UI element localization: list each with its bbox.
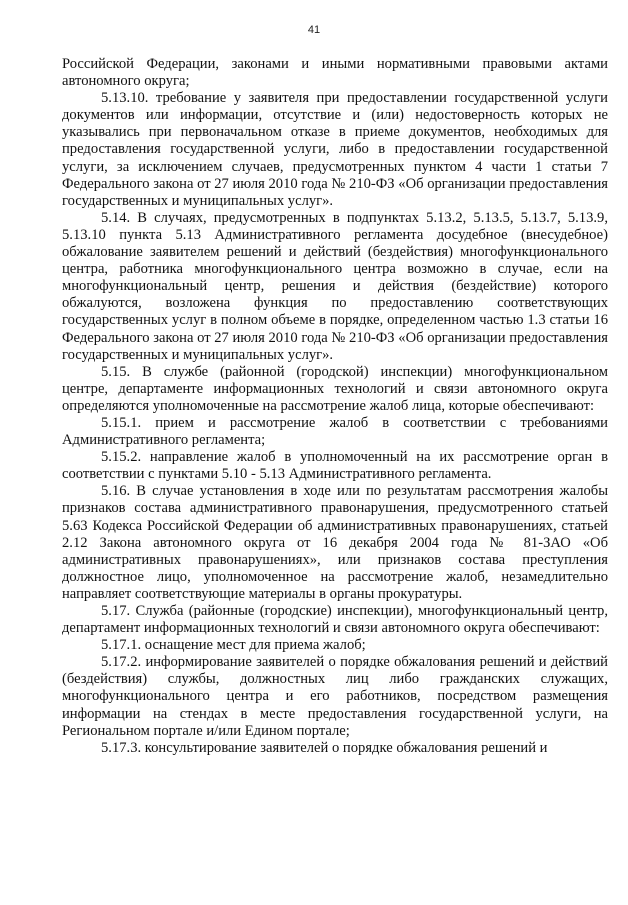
paragraph-5-14: 5.14. В случаях, предусмотренных в подпунктах 5.13.2, 5.13.5, 5.13.7, 5.13.9, 5.13.10 пункта 5.13 Административного регламента досудебное (внесудебное) обжалование заявителем решений и действий (бездействия) многофункционального центра, работника многофункционального центра возможно в случае, если на многофункциональный центр, решения и действия (бездействие) которого обжалуются, возложена функция по предоставлению соответствующих государственных услуг в полном объеме в порядке, определенном частью 1.3 статьи 16 Федерального закона от 27 июля 2010 года № 210-ФЗ «Об организации предоставления государственных и муниципальных услуг». (62, 209, 608, 363)
paragraph-5-17-3: 5.17.3. консультирование заявителей о порядке обжалования решений и (101, 739, 548, 756)
paragraph-5-15: 5.15. В службе (районной (городской) инспекции) многофункциональном центре, департаменте информационных технологий и связи автономного округа определяются уполномоченные на рассмотрение жалоб лица, которые обеспечивают: (62, 363, 608, 414)
page-number: 41 (307, 24, 321, 36)
paragraph-5-17-2: 5.17.2. информирование заявителей о порядке обжалования решений и действий (бездействия) службы, должностных лиц либо гражданских служащих, многофункционального центра и его работников, посредством размещения информации на стендах в месте предоставления государственной услуги, на Региональном портале и/или Едином портале; (62, 654, 608, 739)
paragraph-5-17: 5.17. Служба (районные (городские) инспекции), многофункциональный центр, департамент информационных технологий и связи автономного округа обеспечивают: (62, 603, 608, 637)
paragraph-5-13-10: 5.13.10. требование у заявителя при предоставлении государственной услуги документов или информации, отсутствие и (или) недостоверность которых не указывались при первоначальном отказе в приеме документов, необходимых для предоставления государственной услуги, либо в предоставлении государственной услуги, за исключением случаев, предусмотренных пунктом 4 части 1 статьи 7 Федерального закона от 27 июля 2010 года № 210-ФЗ «Об организации предоставления государственных и муниципальных услуг». (62, 90, 608, 209)
paragraph-5-15-1: 5.15.1. прием и рассмотрение жалоб в соответствии с требованиями Административного регламента; (62, 414, 608, 449)
document-body (62, 56, 608, 757)
paragraph-5-15-2: 5.15.2. направление жалоб в уполномоченный на их рассмотрение орган в соответствии с пунктами 5.10 - 5.13 Административного регламента. (62, 449, 608, 483)
paragraph-continuation: Российской Федерации, законами и иными нормативными правовыми актами автономного округа; (62, 56, 608, 90)
paragraph-5-17-1: 5.17.1. оснащение мест для приема жалоб; (101, 637, 366, 654)
paragraph-5-16: 5.16. В случае установления в ходе или по результатам рассмотрения жалобы признаков состава административного правонарушения, предусмотренного статьей 5.63 Кодекса Российской Федерации об административных правонарушениях, статьей 2.12 Закона автономного округа от 16 декабря 2004 года № 81-ЗАО «Об административных правонарушениях», или признаков состава преступления должностное лицо, уполномоченное на рассмотрение жалоб, незамедлительно направляет соответствующие материалы в органы прокуратуры. (62, 483, 608, 602)
